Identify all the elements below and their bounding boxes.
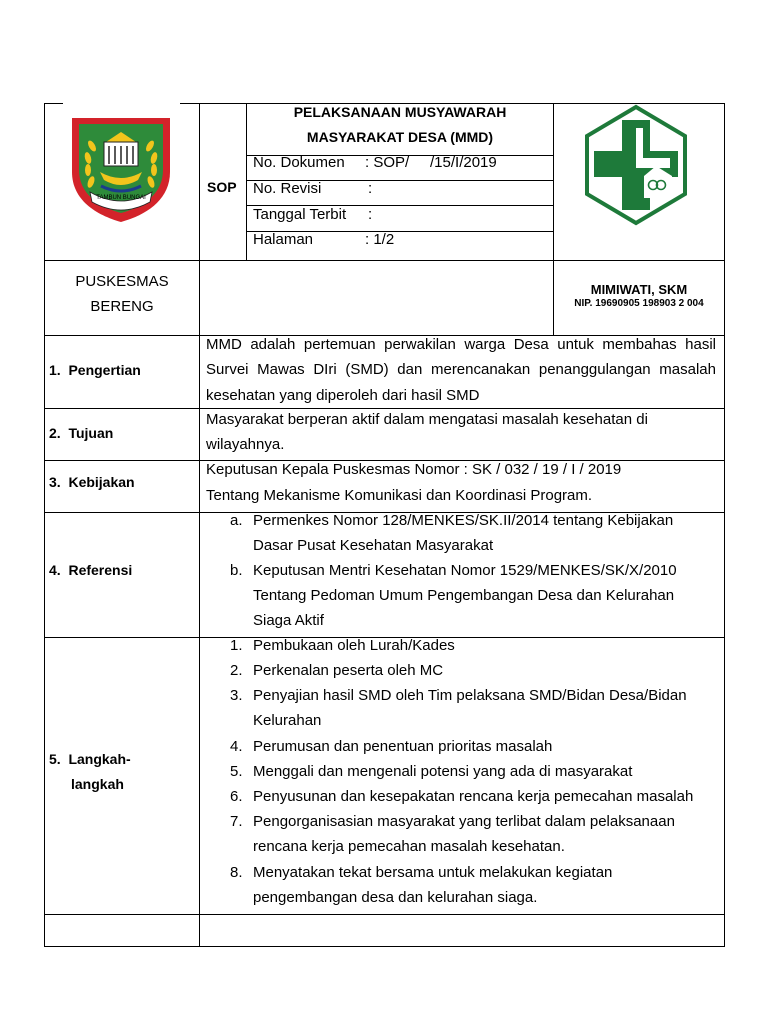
institution-name-line2: BERENG: [90, 298, 154, 315]
step-text: Pembukaan oleh Lurah/Kades: [253, 637, 455, 654]
step-text: Menyatakan tekat bersama untuk melakukan kegiatan: [253, 864, 613, 881]
revision-value: :: [368, 180, 373, 197]
step-text: Penyusunan dan kesepakatan rencana kerja pemecahan masalah: [253, 788, 694, 805]
kebijakan-line2: Tentang Mekanisme Komunikasi dan Koordinasi Program.: [206, 487, 593, 504]
regional-emblem-icon: [66, 112, 176, 224]
step-text: Menggali dan mengenali potensi yang ada di masyarakat: [253, 763, 633, 780]
puskesmas-logo-icon: [582, 104, 690, 226]
step-text: Penyajian hasil SMD oleh Tim pelaksana SMD/Bidan Desa/Bidan: [253, 687, 687, 704]
referensi-b-line1: Keputusan Mentri Kesehatan Nomor 1529/MENKES/SK/X/2010: [253, 562, 677, 579]
pengertian-line2: Survei Mawas DIri (SMD) dan merencanakan penanggulangan masalah: [206, 361, 716, 378]
sop-label: SOP: [207, 179, 237, 195]
referensi-b-line3: Siaga Aktif: [253, 612, 324, 629]
page-title-line1: PELAKSANAAN MUSYAWARAH: [293, 104, 507, 120]
step-text: Perumusan dan penentuan prioritas masalah: [253, 738, 553, 755]
kebijakan-line1: Keputusan Kepala Puskesmas Nomor : SK / 032 / 19 / I / 2019: [206, 461, 622, 478]
step-number: 1.: [230, 637, 243, 654]
step-number: 3.: [230, 687, 243, 704]
tujuan-line2: wilayahnya.: [206, 436, 285, 453]
referensi-a-line1: Permenkes Nomor 128/MENKES/SK.II/2014 tentang Kebijakan: [253, 512, 674, 529]
revision-label: No. Revisi: [253, 180, 322, 197]
section-label-langkah-line1: 5. Langkah-: [49, 751, 131, 767]
section-label-kebijakan: 3. Kebijakan: [49, 474, 135, 490]
step-text-cont: rencana kerja pemecahan masalah kesehatan.: [253, 838, 565, 855]
page-value: : 1/2: [365, 231, 395, 248]
step-number: 7.: [230, 813, 243, 830]
step-text: Pengorganisasian masyarakat yang terlibat dalam pelaksanaan: [253, 813, 675, 830]
signatory-name: MIMIWATI, SKM: [590, 282, 688, 297]
pengertian-line3: kesehatan yang diperoleh dari hasil SMD: [206, 387, 480, 404]
step-number: 2.: [230, 662, 243, 679]
emblem-banner-text: TAMBUN BUNGAI: [96, 195, 146, 201]
page-label: Halaman: [253, 231, 314, 248]
step-text-cont: pengembangan desa dan kelurahan siaga.: [253, 889, 538, 906]
step-number: 5.: [230, 763, 243, 780]
tujuan-line1: Masyarakat berperan aktif dalam mengatasi masalah kesehatan di: [206, 411, 648, 428]
institution-name-line1: PUSKESMAS: [75, 273, 169, 290]
referensi-a-line2: Dasar Pusat Kesehatan Masyarakat: [253, 537, 494, 554]
pengertian-line1: MMD adalah pertemuan perwakilan warga Desa untuk membahas hasil: [206, 336, 716, 353]
section-label-tujuan: 2. Tujuan: [49, 425, 114, 441]
step-text-cont: Kelurahan: [253, 712, 322, 729]
issue-date-value: :: [368, 206, 373, 223]
section-label-referensi: 4. Referensi: [49, 562, 133, 578]
step-number: 4.: [230, 738, 243, 755]
signatory-nip: NIP. 19690905 198903 2 004: [574, 298, 704, 309]
step-number: 8.: [230, 864, 243, 881]
doc-number-value: : SOP/ /15/I/2019: [365, 154, 497, 171]
doc-number-label: No. Dokumen: [253, 154, 345, 171]
referensi-b-line2: Tentang Pedoman Umum Pengembangan Desa dan Kelurahan: [253, 587, 675, 604]
referensi-b-marker: b.: [230, 562, 243, 579]
referensi-a-marker: a.: [230, 512, 243, 529]
section-label-langkah-line2: langkah: [71, 776, 124, 792]
step-number: 6.: [230, 788, 243, 805]
issue-date-label: Tanggal Terbit: [253, 206, 347, 223]
step-text: Perkenalan peserta oleh MC: [253, 662, 444, 679]
section-label-pengertian: 1. Pengertian: [49, 362, 141, 378]
page-title-line2: MASYARAKAT DESA (MMD): [306, 129, 494, 145]
